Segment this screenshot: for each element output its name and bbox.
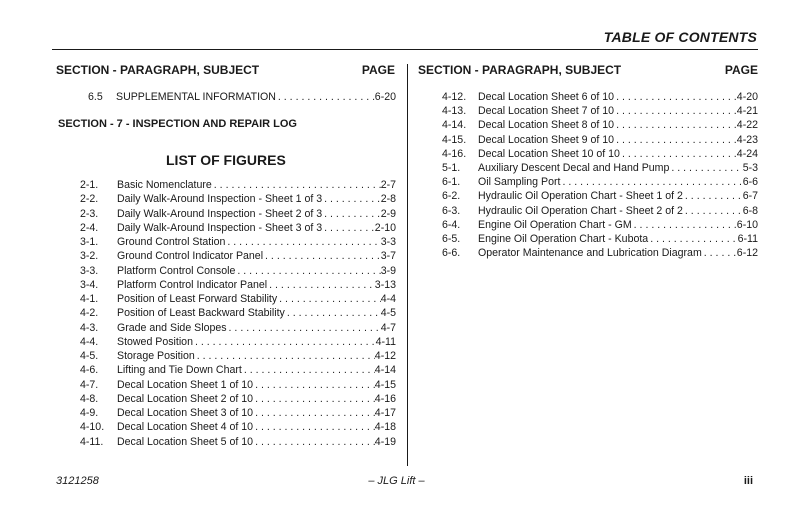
dot-leader	[193, 335, 376, 349]
right-column-subject-label: SECTION - PARAGRAPH, SUBJECT	[418, 63, 622, 77]
figure-entry	[80, 192, 396, 206]
dot-leader	[620, 147, 737, 161]
dot-leader	[242, 363, 375, 377]
figure-entry	[80, 435, 396, 449]
footer-page-number: iii	[743, 475, 753, 487]
entry-title: Engine Oil Operation Chart - GM	[478, 218, 632, 231]
entry-page: 6-11	[737, 233, 758, 245]
entry-title: Position of Least Backward Stability	[117, 307, 285, 320]
entry-title: Lifting and Tie Down Chart	[117, 364, 242, 377]
entry-title: Daily Walk-Around Inspection - Sheet 3 of 3	[117, 221, 323, 234]
dot-leader	[702, 246, 737, 260]
entry-page: 2-8	[380, 193, 396, 206]
dot-leader	[276, 90, 375, 104]
footer-doc-number: 3121258	[56, 475, 99, 487]
figure-entry	[80, 349, 396, 363]
entry-title: Hydraulic Oil Operation Chart - Sheet 2 of 2	[478, 204, 683, 217]
entry-page: 3-9	[380, 264, 396, 277]
entry-title: Decal Location Sheet 8 of 10	[478, 119, 615, 132]
entry-number: 3-2.	[80, 250, 99, 263]
dot-leader	[322, 207, 381, 221]
entry-page: 4-20	[736, 91, 758, 103]
entry-page: 3-3	[380, 236, 396, 248]
figure-entry	[80, 363, 396, 377]
entry-page: 4-4	[380, 293, 396, 305]
entry-page: 4-15	[374, 378, 396, 391]
entry-title: Decal Location Sheet 7 of 10	[478, 105, 615, 118]
dot-leader	[212, 178, 381, 192]
entry-page: 2-7	[380, 179, 396, 191]
entry-title: Decal Location Sheet 5 of 10	[117, 435, 254, 448]
figure-entry	[442, 90, 758, 104]
figure-entry	[80, 335, 396, 349]
entry-number: 4-7.	[80, 378, 99, 391]
right-column-page-label: PAGE	[724, 63, 758, 77]
figure-entry	[80, 278, 396, 292]
entry-page: 3-13	[374, 278, 396, 291]
entry-number: 6-5.	[442, 233, 461, 245]
entry-title: Decal Location Sheet 6 of 10	[478, 91, 615, 103]
entry-title: SUPPLEMENTAL INFORMATION	[116, 91, 276, 103]
entry-title: Decal Location Sheet 3 of 10	[117, 407, 254, 419]
dot-leader	[253, 406, 375, 420]
entry-title: Ground Control Indicator Panel	[117, 250, 264, 263]
entry-title: Platform Control Indicator Panel	[117, 278, 268, 291]
entry-page: 4-24	[736, 147, 758, 160]
entry-number: 3-4.	[80, 278, 99, 291]
dot-leader	[648, 232, 737, 246]
list-of-figures-title: LIST OF FIGURES	[166, 152, 286, 168]
entry-number: 6.5	[88, 91, 103, 103]
entry-title: Daily Walk-Around Inspection - Sheet 1 of 3	[117, 193, 323, 206]
entry-number: 3-3.	[80, 264, 99, 277]
entry-number: 4-1.	[80, 293, 99, 305]
entry-number: 4-3.	[80, 321, 99, 334]
entry-title: Hydraulic Oil Operation Chart - Sheet 1 of 2	[478, 190, 683, 203]
entry-page: 2-10	[374, 221, 396, 234]
entry-number: 4-6.	[80, 364, 99, 377]
column-divider	[407, 64, 408, 466]
entry-title: Ground Control Station	[117, 236, 226, 248]
figure-entry	[80, 406, 396, 420]
figure-entry	[442, 104, 758, 118]
left-column-heading	[56, 63, 395, 79]
dot-leader	[560, 175, 742, 189]
right-column-heading	[418, 63, 758, 79]
entry-page: 4-12	[374, 350, 396, 362]
entry-page: 4-22	[736, 119, 758, 132]
entry-page: 6-6	[742, 176, 758, 189]
entry-number: 4-14.	[442, 119, 467, 132]
figure-entry	[442, 175, 758, 189]
entry-page: 4-16	[374, 392, 396, 405]
dot-leader	[285, 306, 381, 320]
dot-leader	[253, 420, 375, 434]
dot-leader	[632, 218, 737, 232]
entry-title: Platform Control Console	[117, 264, 236, 277]
dot-leader	[235, 264, 380, 278]
figure-entry	[80, 249, 396, 263]
figure-entry	[80, 321, 396, 335]
dot-leader	[253, 392, 375, 406]
figure-entry	[80, 306, 396, 320]
entry-page: 4-17	[374, 407, 396, 419]
entry-number: 2-4.	[80, 221, 99, 234]
left-column-page-label: PAGE	[361, 63, 395, 77]
entry-number: 4-9.	[80, 407, 99, 419]
figure-entry	[442, 189, 758, 203]
dot-leader	[614, 133, 737, 147]
entry-number: 3-1.	[80, 236, 99, 248]
entry-title: Storage Position	[117, 350, 195, 362]
entry-title: Operator Maintenance and Lubrication Diagram	[478, 247, 702, 260]
entry-number: 6-2.	[442, 190, 461, 203]
entry-title: Grade and Side Slopes	[117, 321, 227, 334]
entry-title: Position of Least Forward Stability	[117, 293, 278, 305]
entry-title: Oil Sampling Port	[478, 176, 561, 189]
entry-page: 6-7	[742, 190, 758, 203]
entry-title: Decal Location Sheet 2 of 10	[117, 392, 254, 405]
entry-page: 4-23	[736, 133, 758, 146]
dot-leader	[253, 378, 375, 392]
dot-leader	[253, 435, 375, 449]
entry-page: 4-19	[374, 435, 396, 448]
dot-leader	[227, 321, 381, 335]
figure-entry	[80, 207, 396, 221]
section-7-heading: SECTION - 7 - INSPECTION AND REPAIR LOG	[58, 118, 297, 130]
entry-number: 4-15.	[442, 133, 467, 146]
dot-leader	[322, 192, 381, 206]
figure-entry	[80, 378, 396, 392]
left-column-subject-label: SECTION - PARAGRAPH, SUBJECT	[56, 63, 260, 77]
entry-page: 6-20	[374, 91, 396, 103]
entry-title: Decal Location Sheet 9 of 10	[478, 133, 615, 146]
dot-leader	[614, 90, 737, 104]
figure-entry	[442, 147, 758, 161]
entry-title: Basic Nomenclature	[117, 179, 212, 191]
entry-page: 6-8	[742, 204, 758, 217]
entry-number: 4-2.	[80, 307, 99, 320]
entry-page: 4-18	[374, 421, 396, 434]
entry-page: 6-12	[736, 247, 758, 260]
figure-entry	[80, 178, 396, 192]
dot-leader	[277, 292, 381, 306]
entry-number: 6-4.	[442, 218, 461, 231]
entry-title: Decal Location Sheet 4 of 10	[117, 421, 254, 434]
dot-leader	[322, 221, 375, 235]
dot-leader	[683, 189, 743, 203]
entry-title: Daily Walk-Around Inspection - Sheet 2 of 3	[117, 207, 323, 220]
entry-page: 5-3	[742, 162, 758, 174]
figure-entry	[442, 118, 758, 132]
dot-leader	[669, 161, 742, 175]
figure-entry	[80, 264, 396, 278]
entry-title: Engine Oil Operation Chart - Kubota	[478, 233, 649, 245]
figure-entry	[80, 221, 396, 235]
entry-number: 4-12.	[442, 91, 467, 103]
paragraph-entry	[88, 90, 396, 104]
entry-number: 4-4.	[80, 335, 99, 348]
figure-entry	[442, 246, 758, 260]
entry-number: 2-1.	[80, 179, 99, 191]
entry-page: 6-10	[736, 218, 758, 231]
entry-title: Decal Location Sheet 10 of 10	[478, 147, 620, 160]
figure-entry	[442, 161, 758, 175]
entry-number: 4-11.	[80, 435, 104, 448]
entry-title: Decal Location Sheet 1 of 10	[117, 378, 254, 391]
entry-number: 6-3.	[442, 204, 461, 217]
figure-entry	[80, 235, 396, 249]
page-header-title: TABLE OF CONTENTS	[603, 29, 757, 45]
dot-leader	[195, 349, 375, 363]
figure-entry	[80, 292, 396, 306]
dot-leader	[263, 249, 381, 263]
dot-leader	[614, 118, 737, 132]
footer-center-text: – JLG Lift –	[368, 475, 425, 487]
entry-page: 4-5	[380, 307, 396, 320]
entry-page: 3-7	[380, 250, 396, 263]
entry-title: Stowed Position	[117, 335, 193, 348]
entry-number: 6-6.	[442, 247, 461, 260]
entry-number: 4-5.	[80, 350, 99, 362]
entry-page: 4-14	[374, 364, 396, 377]
figure-entry	[442, 204, 758, 218]
entry-page: 4-7	[380, 321, 396, 334]
entry-title: Auxiliary Descent Decal and Hand Pump	[478, 162, 670, 174]
entry-number: 2-3.	[80, 207, 99, 220]
header-rule	[52, 49, 758, 50]
figure-entry	[80, 392, 396, 406]
dot-leader	[683, 204, 743, 218]
entry-number: 6-1.	[442, 176, 461, 189]
figure-entry	[442, 133, 758, 147]
entry-page: 4-21	[736, 105, 758, 118]
figure-entry	[80, 420, 396, 434]
figure-entry	[442, 232, 758, 246]
entry-number: 5-1.	[442, 162, 461, 174]
entry-number: 4-16.	[442, 147, 467, 160]
dot-leader	[225, 235, 380, 249]
entry-number: 4-13.	[442, 105, 467, 118]
figure-entry	[442, 218, 758, 232]
entry-number: 4-8.	[80, 392, 99, 405]
entry-page: 2-9	[380, 207, 396, 220]
entry-number: 4-10.	[80, 421, 105, 434]
entry-number: 2-2.	[80, 193, 99, 206]
dot-leader	[614, 104, 737, 118]
entry-page: 4-11	[375, 335, 396, 348]
dot-leader	[267, 278, 375, 292]
